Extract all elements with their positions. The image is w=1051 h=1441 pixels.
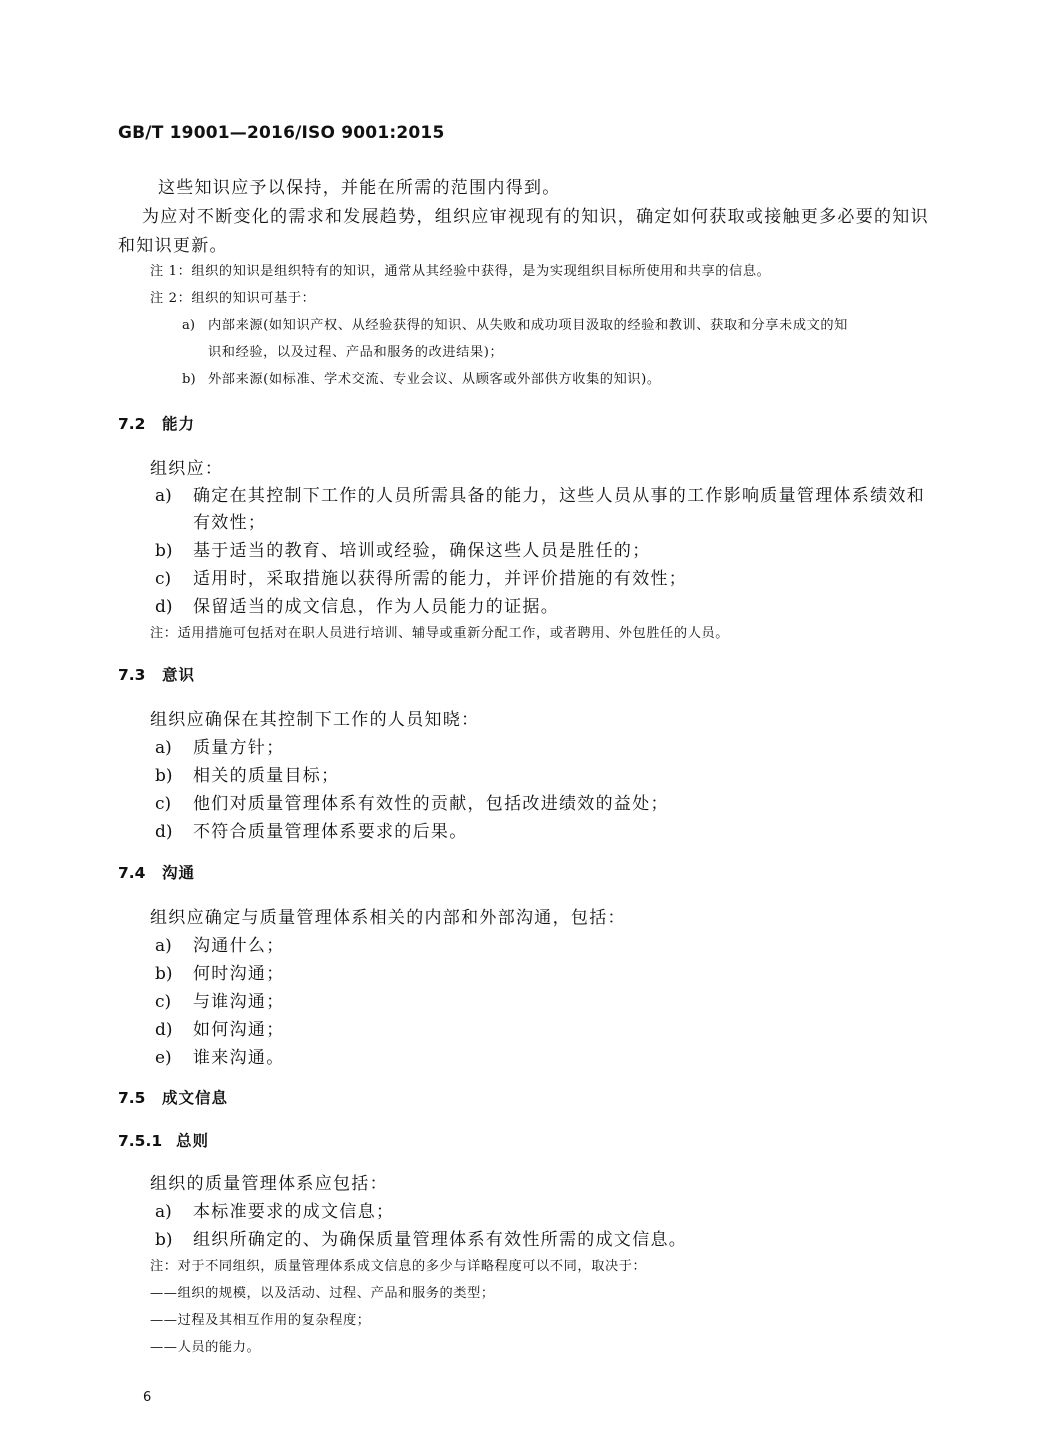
note-2-item-b-label: b) <box>182 372 196 387</box>
list-text: 如何沟通； <box>193 1020 285 1040</box>
list-text: 组织所确定的、为确保质量管理体系有效性所需的成文信息。 <box>193 1230 688 1250</box>
note-2-item-b-text: 外部来源(如标准、学术交流、专业会议、从顾客或外部供方收集的知识)。 <box>208 372 661 387</box>
section-7-3-item-b <box>155 761 339 786</box>
section-7-4-item-d <box>155 1015 285 1040</box>
list-label: a) <box>155 936 172 956</box>
section-7-4-lead: 组织应确定与质量管理体系相关的内部和外部沟通，包括： <box>150 908 626 928</box>
section-7-5-1-note-dash-2: ——过程及其相互作用的复杂程度； <box>150 1313 371 1328</box>
section-7-5-1-item-b <box>155 1225 687 1250</box>
section-7-2-note: 注：适用措施可包括对在职人员进行培训、辅导或重新分配工作，或者聘用、外包胜任的人员。 <box>150 626 730 641</box>
section-7-5-1-lead: 组织的质量管理体系应包括： <box>150 1174 388 1194</box>
section-7-2-item-a-continued: 有效性； <box>193 513 267 533</box>
list-text: 保留适当的成文信息，作为人员能力的证据。 <box>193 597 559 617</box>
section-7-3-item-d <box>155 817 468 842</box>
section-title: 沟通 <box>162 864 196 882</box>
list-text: 谁来沟通。 <box>193 1048 285 1068</box>
list-label: b) <box>155 541 173 561</box>
section-title: 能力 <box>162 415 196 433</box>
standard-code-header: GB/T 19001—2016/ISO 9001:2015 <box>118 123 445 143</box>
list-label: e) <box>155 1048 172 1068</box>
section-7-2-lead: 组织应： <box>150 459 224 479</box>
section-7-4-item-e <box>155 1043 285 1068</box>
section-7-2-item-a <box>155 481 925 506</box>
list-label: b) <box>155 766 173 786</box>
section-7-4-item-b <box>155 959 285 984</box>
section-number: 7.5 <box>118 1089 146 1107</box>
list-label: d) <box>155 822 173 842</box>
list-label: d) <box>155 597 173 617</box>
list-text: 质量方针； <box>193 738 285 758</box>
section-7-3-item-c <box>155 789 669 814</box>
section-7-2-item-d <box>155 592 559 617</box>
list-text: 何时沟通； <box>193 964 285 984</box>
section-7-5-heading <box>118 1086 228 1108</box>
intro-paragraph-1: 这些知识应予以保持，并能在所需的范围内得到。 <box>158 178 561 198</box>
list-text: 确定在其控制下工作的人员所需具备的能力，这些人员从事的工作影响质量管理体系绩效和 <box>193 486 925 506</box>
list-text: 适用时，采取措施以获得所需的能力，并评价措施的有效性； <box>193 569 688 589</box>
section-7-5-1-item-a <box>155 1197 394 1222</box>
section-7-5-1-note: 注：对于不同组织，质量管理体系成文信息的多少与详略程度可以不同，取决于： <box>150 1259 647 1274</box>
list-text: 他们对质量管理体系有效性的贡献，包括改进绩效的益处； <box>193 794 669 814</box>
section-title: 成文信息 <box>162 1089 229 1107</box>
section-number: 7.2 <box>118 415 146 433</box>
intro-paragraph-2-line-2: 和知识更新。 <box>118 236 228 256</box>
section-title: 总则 <box>176 1132 210 1150</box>
page-number: 6 <box>143 1390 152 1405</box>
section-7-4-item-c <box>155 987 285 1012</box>
list-label: c) <box>155 794 172 814</box>
section-number: 7.3 <box>118 666 146 684</box>
list-label: c) <box>155 569 172 589</box>
list-label: b) <box>155 964 173 984</box>
section-7-3-item-a <box>155 733 285 758</box>
note-2-item-a-continued: 识和经验，以及过程、产品和服务的改进结果)； <box>208 345 504 360</box>
intro-paragraph-2-line-1: 为应对不断变化的需求和发展趋势，组织应审视现有的知识，确定如何获取或接触更多必要的知识 <box>142 207 929 227</box>
list-text: 基于适当的教育、培训或经验，确保这些人员是胜任的； <box>193 541 651 561</box>
list-label: a) <box>155 486 172 506</box>
section-title: 意识 <box>162 666 196 684</box>
section-7-5-1-note-dash-1: ——组织的规模，以及活动、过程、产品和服务的类型； <box>150 1286 495 1301</box>
note-2-item-a-text: 内部来源(如知识产权、从经验获得的知识、从失败和成功项目汲取的经验和教训、获取和分享未成文的知 <box>208 318 848 333</box>
note-2-item-b <box>182 368 661 387</box>
note-2-item-a <box>182 314 848 333</box>
list-label: d) <box>155 1020 173 1040</box>
list-label: a) <box>155 1202 172 1222</box>
list-label: b) <box>155 1230 173 1250</box>
list-label: a) <box>155 738 172 758</box>
section-7-5-1-note-dash-3: ——人员的能力。 <box>150 1340 261 1355</box>
note-2-lead: 注 2：组织的知识可基于： <box>150 291 316 306</box>
section-7-3-lead: 组织应确保在其控制下工作的人员知晓： <box>150 710 480 730</box>
list-text: 相关的质量目标； <box>193 766 340 786</box>
note-1: 注 1：组织的知识是组织特有的知识，通常从其经验中获得，是为实现组织目标所使用和共享的信息。 <box>150 264 771 279</box>
section-7-3-heading <box>118 663 195 685</box>
list-text: 本标准要求的成文信息； <box>193 1202 395 1222</box>
section-7-2-item-c <box>155 564 687 589</box>
section-7-2-item-b <box>155 536 651 561</box>
section-number: 7.4 <box>118 864 146 882</box>
list-text: 沟通什么； <box>193 936 285 956</box>
section-7-2-heading <box>118 412 195 434</box>
section-7-4-item-a <box>155 931 285 956</box>
list-text: 与谁沟通； <box>193 992 285 1012</box>
note-2-item-a-label: a) <box>182 318 196 333</box>
section-7-5-1-heading <box>118 1129 209 1151</box>
list-label: c) <box>155 992 172 1012</box>
section-number: 7.5.1 <box>118 1132 163 1150</box>
section-7-4-heading <box>118 861 195 883</box>
list-text: 不符合质量管理体系要求的后果。 <box>193 822 468 842</box>
